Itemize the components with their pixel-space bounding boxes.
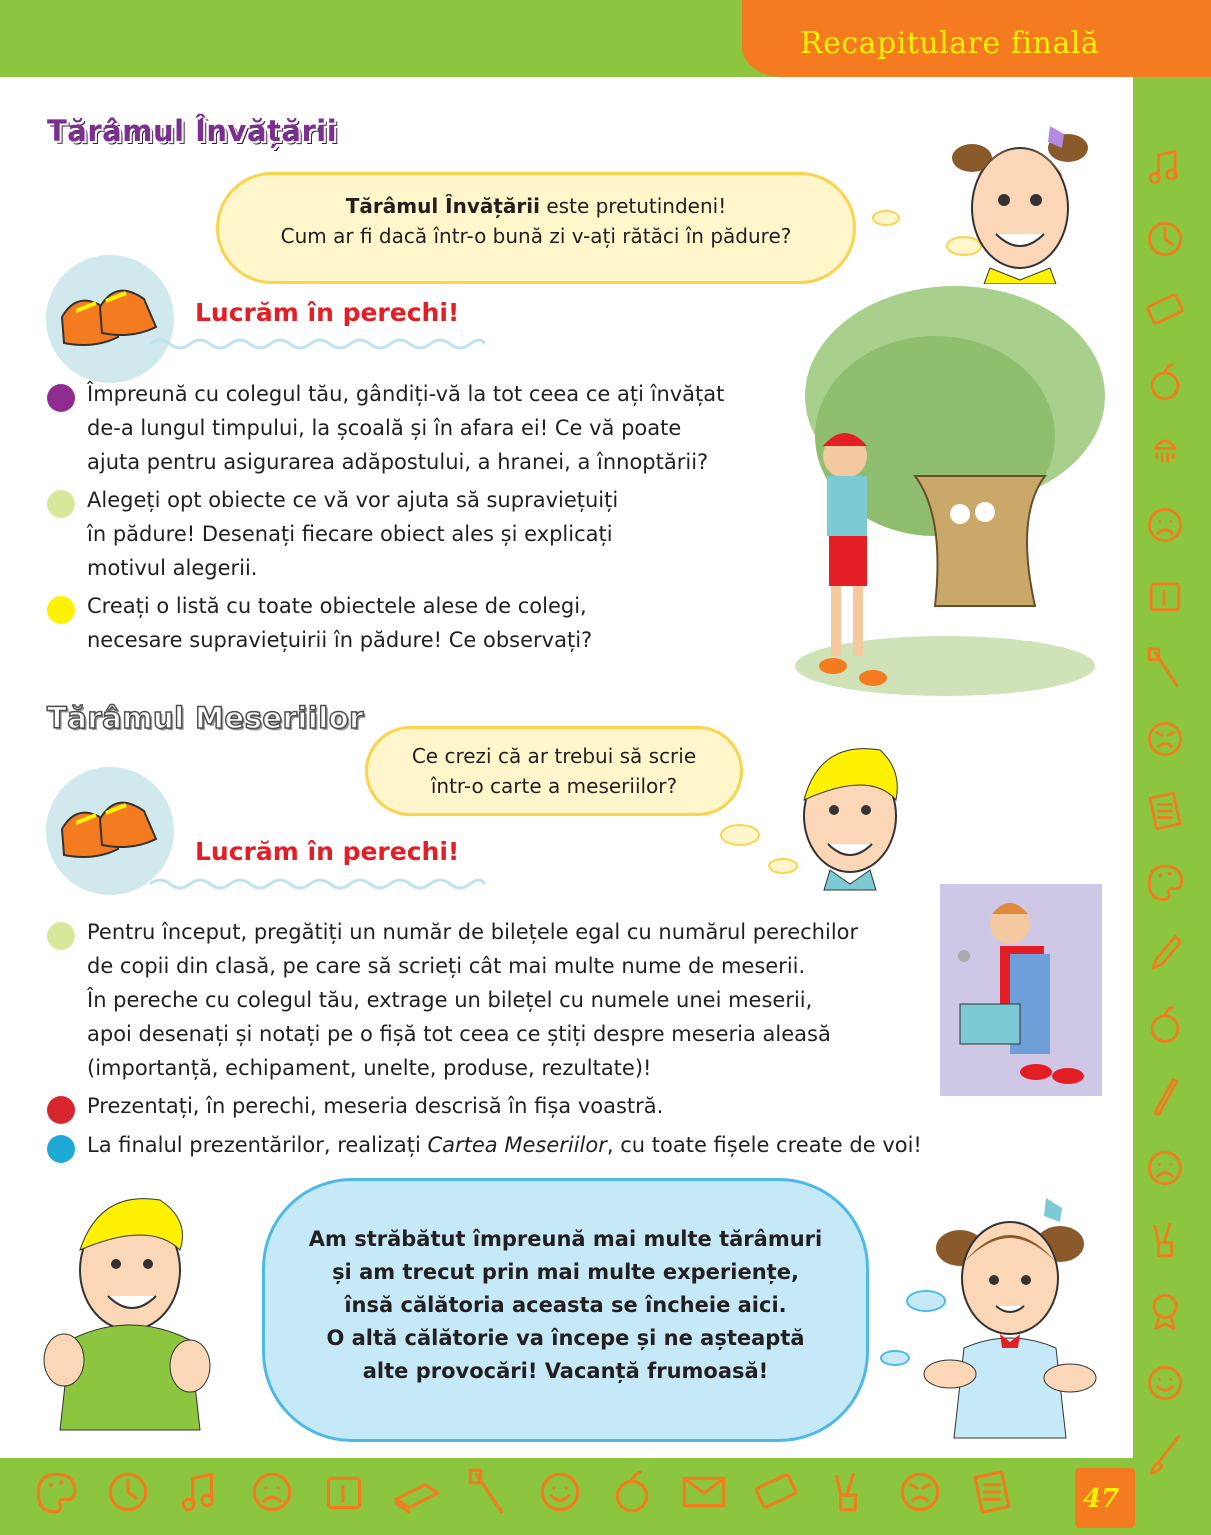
list-item bbox=[47, 589, 592, 657]
list-item-line: apoi desenați și notați pe o fișă tot ceea ce știți despre meseria aleasă bbox=[87, 1022, 831, 1046]
list-item bbox=[47, 915, 858, 1085]
list-item bbox=[47, 1128, 922, 1162]
forest-tree-boy-illustration bbox=[785, 286, 1105, 714]
list-item-line: de copii din clasă, pe care să scrieți cât mai multe nume de meserii. bbox=[87, 954, 806, 978]
waving-girl-illustration bbox=[920, 1188, 1100, 1444]
list-item-text: La finalul prezentărilor, realizați bbox=[87, 1133, 428, 1157]
bubble-bold-text: Tărâmul Învățării bbox=[345, 194, 541, 218]
speech-bubble-learning bbox=[216, 172, 856, 284]
section-title-professions: Tărâmul Meseriilor bbox=[47, 701, 364, 735]
calendar-icon bbox=[318, 1466, 370, 1518]
sad-face-icon bbox=[246, 1466, 298, 1518]
list-item-line: Prezentați, în perechi, meseria descrisă în fișa voastră. bbox=[87, 1094, 664, 1118]
palette-icon bbox=[1140, 859, 1190, 905]
list-item-text: , cu toate fișele create de voi! bbox=[606, 1133, 922, 1157]
list-item-line: motivul alegerii. bbox=[87, 556, 258, 580]
smiley-face-icon bbox=[534, 1466, 586, 1518]
ticket-icon bbox=[1140, 287, 1190, 333]
wave-divider bbox=[150, 876, 485, 892]
apple-icon bbox=[1140, 359, 1190, 405]
pair-work-label: Lucrăm în perechi! bbox=[195, 298, 460, 327]
book-icon bbox=[390, 1466, 442, 1518]
sad-face-icon bbox=[1140, 502, 1190, 548]
pair-work-label: Lucrăm în perechi! bbox=[195, 837, 460, 866]
closing-line: O altă călătorie va începe și ne așteaptă bbox=[326, 1326, 805, 1350]
music-note-icon bbox=[174, 1466, 226, 1518]
bullet-dot bbox=[47, 596, 75, 624]
boy-illustration bbox=[790, 740, 910, 900]
girl-illustration bbox=[950, 108, 1090, 284]
apple-icon bbox=[606, 1466, 658, 1518]
bullet-dot bbox=[47, 490, 75, 518]
bullet-dot bbox=[47, 1096, 75, 1124]
angry-face-icon bbox=[894, 1466, 946, 1518]
closing-line: alte provocări! Vacanță frumoasă! bbox=[362, 1359, 769, 1383]
notepad-icon bbox=[1140, 788, 1190, 834]
list-item-line: Pentru început, pregătiți un număr de bilețele egal cu numărul perechilor bbox=[87, 920, 859, 944]
victory-hand-icon bbox=[1140, 1217, 1190, 1263]
bubble-text: Ce crezi că ar trebui să scrie bbox=[411, 744, 697, 768]
list-item bbox=[47, 483, 618, 585]
brush-icon bbox=[1140, 1431, 1190, 1477]
notepad-icon bbox=[966, 1466, 1018, 1518]
calendar-icon bbox=[1140, 573, 1190, 619]
closing-line: Am străbătut împreună mai multe tărâmuri bbox=[308, 1227, 823, 1251]
list-item bbox=[47, 377, 724, 479]
toothbrush-icon bbox=[462, 1466, 514, 1518]
list-item bbox=[47, 1089, 663, 1123]
bullet-dot bbox=[47, 1135, 75, 1163]
shower-icon bbox=[1140, 430, 1190, 476]
closing-line: și am trecut prin mai multe experiențe, bbox=[332, 1260, 799, 1284]
section-title-learning: Tărâmul Învățării bbox=[47, 114, 338, 148]
thought-puff bbox=[880, 1350, 910, 1366]
list-item-line: Împreună cu colegul tău, gândiți-vă la tot ceea ce ați învățat bbox=[87, 382, 725, 406]
bubble-text: este pretutindeni! bbox=[540, 194, 727, 218]
clock-icon bbox=[1140, 216, 1190, 262]
list-item-line: ajuta pentru asigurarea adăpostului, a hranei, a înnoptării? bbox=[87, 450, 709, 474]
sad-face-icon bbox=[1140, 1145, 1190, 1191]
apple-icon bbox=[1140, 1002, 1190, 1048]
list-item-line: Creați o listă cu toate obiectele alese de colegi, bbox=[87, 594, 587, 618]
mechanic-boy-illustration bbox=[940, 884, 1102, 1096]
pair-work-icon bbox=[46, 255, 174, 383]
speech-bubble-professions bbox=[365, 726, 743, 816]
bullet-dot bbox=[47, 384, 75, 412]
list-item-line: (importanță, echipament, unelte, produse, rezultate)! bbox=[87, 1056, 652, 1080]
list-item-line: Alegeți opt obiecte ce vă vor ajuta să supraviețuiți bbox=[87, 488, 619, 512]
page-number: 47 bbox=[1083, 1484, 1120, 1514]
bullet-dot bbox=[47, 922, 75, 950]
list-item-line: de-a lungul timpului, la școală și în afara ei! Ce vă poate bbox=[87, 416, 682, 440]
victory-hand-icon bbox=[822, 1466, 874, 1518]
pencil-icon bbox=[1140, 931, 1190, 977]
clock-icon bbox=[102, 1466, 154, 1518]
ticket-icon bbox=[750, 1466, 802, 1518]
angry-face-icon bbox=[1140, 716, 1190, 762]
page-header-title: Recapitulare finală bbox=[800, 26, 1100, 61]
palette-icon bbox=[30, 1466, 82, 1518]
list-item-line: în pădure! Desenați fiecare obiect ales și explicați bbox=[87, 522, 613, 546]
bubble-text-line2: Cum ar fi dacă într-o bună zi v-ați rătăci în pădure? bbox=[280, 224, 792, 248]
medal-icon bbox=[1140, 1288, 1190, 1334]
thought-puff bbox=[872, 210, 900, 226]
book-title-text: Cartea Meseriilor bbox=[427, 1133, 607, 1157]
closing-line: însă călătoria aceasta se încheie aici. bbox=[344, 1293, 787, 1317]
closing-speech-bubble bbox=[262, 1178, 869, 1442]
bubble-text-line2: într-o carte a meseriilor? bbox=[430, 774, 678, 798]
crayon-icon bbox=[1140, 1074, 1190, 1120]
wave-divider bbox=[150, 336, 485, 352]
list-item-line: În pereche cu colegul tău, extrage un bilețel cu numele unei meserii, bbox=[87, 988, 813, 1012]
thought-puff bbox=[720, 824, 760, 846]
toothbrush-icon bbox=[1140, 645, 1190, 691]
envelope-icon bbox=[678, 1466, 730, 1518]
waving-boy-illustration bbox=[40, 1190, 216, 1440]
list-item-line: necesare supraviețuirii în pădure! Ce observați? bbox=[87, 628, 593, 652]
smiley-face-icon bbox=[1140, 1360, 1190, 1406]
music-note-icon bbox=[1140, 144, 1190, 190]
